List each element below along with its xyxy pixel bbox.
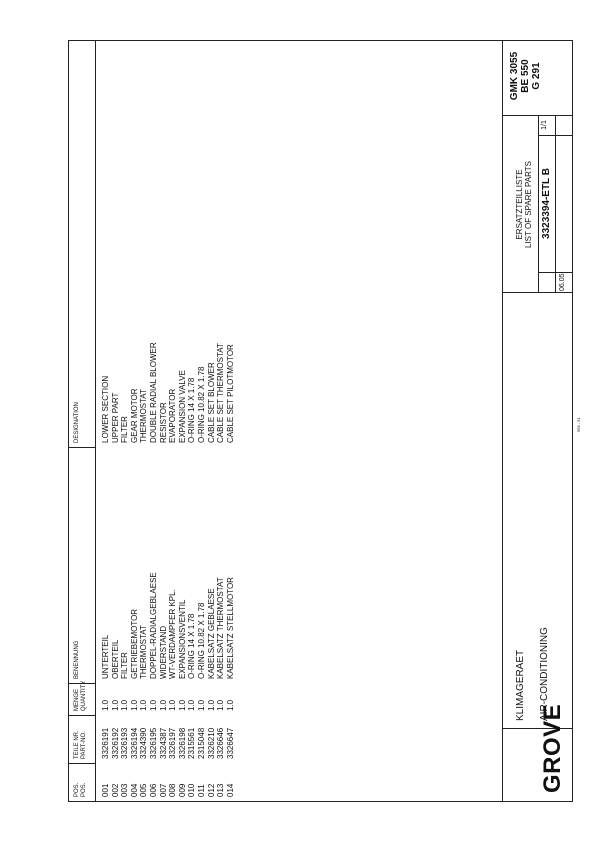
model-line-1: GMK 3055 [509,51,520,101]
cell-en: CABLE SET BLOWER [206,362,216,443]
cell-qty: 1.0 [206,699,216,711]
cell-pos: 004 [129,783,139,797]
table-row [216,41,226,801]
sheet-number: 1/1 [541,120,548,130]
header-qty-en: QUANTITY [81,680,87,711]
model-line-2: BE 550 [520,59,531,93]
title-de: KLIMAGERAET [515,649,526,721]
cell-pos: 010 [187,783,197,797]
cell-en: THERMOSTAT [139,389,149,443]
grove-logo: GROVE [539,703,566,793]
header-pos-de: POS. [74,782,80,797]
cell-qty: 1.0 [187,699,197,711]
cell-part: 2315561 [187,727,197,759]
cell-pos: 013 [216,783,226,797]
col-sep [69,715,95,716]
cell-de: THERMOSTAT [139,625,149,679]
cell-part: 3326195 [149,727,158,759]
table-row [139,41,149,801]
header-part [74,730,88,759]
cell-de: KABELSATZ THERMOSTAT [216,577,226,679]
model-line-3: G 291 [531,62,542,90]
table-row [197,41,207,801]
col-sep [69,683,95,684]
cell-part: 3326192 [110,727,120,759]
cell-part: 2315048 [197,727,206,759]
list-de: ERSATZTEILLISTE [515,169,524,240]
cell-qty: 1.0 [129,699,139,711]
col-sep [69,763,95,764]
cell-qty: 1.0 [225,699,235,711]
header-desc-en: DESIGNATION [74,402,80,443]
divider [539,272,572,273]
cell-de: UNTERTEIL [101,634,110,679]
cell-qty: 1.0 [177,699,187,711]
cell-en: RESISTOR [158,402,168,443]
table-row [187,41,197,801]
cell-de: FILTER [120,652,130,679]
cell-part: 3326647 [225,727,235,759]
divider [555,116,556,293]
header-qty-de: MENGE [74,688,80,711]
cell-de: EXPANSIONSVENTIL [177,599,187,679]
cell-pos: 008 [168,783,178,797]
cell-en: EVAPORATOR [168,388,178,443]
divider [538,116,539,293]
cell-part: 3326191 [101,727,110,759]
cell-qty: 1.0 [110,699,120,711]
cell-qty: 1.0 [120,699,130,711]
cell-en: EXPANSION VALVE [177,370,187,443]
cell-pos: 002 [110,783,120,797]
header-part-de: TEILE NR. [74,730,80,759]
header-qty [74,681,88,711]
cell-en: FILTER [120,416,130,443]
cell-en: CABLE SET THERMOSTAT [216,343,226,443]
cell-qty: 1.0 [197,699,206,711]
table-row [159,41,169,801]
cell-part: 3326646 [216,727,226,759]
header-pos [74,783,88,797]
cell-qty: 1.0 [216,699,226,711]
cell-part: 3326210 [206,727,216,759]
cell-de: WT-VERDAMPFER KPL. [168,589,178,679]
header-part-en: PART-NO. [81,731,87,759]
cell-en: GEAR MOTOR [129,388,139,443]
table-row [130,41,140,801]
cell-pos: 005 [139,783,149,797]
cell-de: OBERTEIL [110,639,120,679]
table-row [207,41,217,801]
table-row [101,41,111,801]
model-block [509,41,542,111]
parts-list-frame [68,40,573,802]
cell-de: O-RING 14 X 1.78 [187,613,197,679]
title-block [502,41,572,801]
table-row [178,41,188,801]
cell-qty: 1.0 [168,699,178,711]
cell-qty: 1.0 [149,699,158,711]
cell-pos: 007 [158,783,168,797]
cell-en: O-RING 10.82 X 1.78 [197,366,206,443]
cell-en: O-RING 14 X 1.78 [187,377,197,443]
page-stamp: 556 - 51 [576,417,581,432]
table-row [120,41,130,801]
cell-de: DOPPEL-RADIALGEBLAESE [149,572,158,679]
cell-pos: 009 [177,783,187,797]
list-en: LIST OF SPARE PARTS [524,161,533,248]
table-row [226,41,236,801]
table-row [168,41,178,801]
title-en: AIR-CONDITIONING [539,627,550,721]
header-pos-en: POS. [81,782,87,797]
header-desc-de: BENENNUNG [74,640,80,679]
cell-part: 3324390 [139,727,149,759]
cell-part: 3324387 [158,727,168,759]
cell-pos: 011 [197,784,206,797]
cell-qty: 1.0 [158,699,168,711]
col-sep [69,447,95,448]
cell-part: 3326197 [168,727,178,759]
cell-qty: 1.0 [101,699,110,711]
cell-de: GETRIEBEMOTOR [129,608,139,679]
cell-de: WIDERSTAND [158,625,168,679]
doc-number: 3323394-ETL B [541,168,552,239]
table-header [69,41,96,801]
cell-en: CABLE SET PILOTMOTOR [225,344,235,443]
list-title-block [503,116,538,293]
cell-de: KABELSATZ STELLMOTOR [225,577,235,679]
cell-pos: 001 [101,783,110,797]
cell-en: LOWER SECTION [101,375,110,443]
cell-pos: 012 [206,783,216,797]
cell-pos: 003 [120,783,130,797]
table-row [111,41,121,801]
date-field: 06.05 [559,273,566,291]
cell-part: 3326193 [120,727,130,759]
cell-pos: 014 [225,783,235,797]
cell-de: O-RING 10.82 X 1.78 [197,602,206,679]
cell-en: DOUBLE RADIAL BLOWER [149,342,158,443]
cell-part: 3326194 [129,727,139,759]
table-row [149,41,159,801]
cell-part: 3326198 [177,727,187,759]
cell-qty: 1.0 [139,699,149,711]
cell-pos: 006 [149,783,158,797]
cell-de: KABELSATZ GEBLAESE [206,588,216,679]
cell-en: UPPER PART [110,392,120,443]
